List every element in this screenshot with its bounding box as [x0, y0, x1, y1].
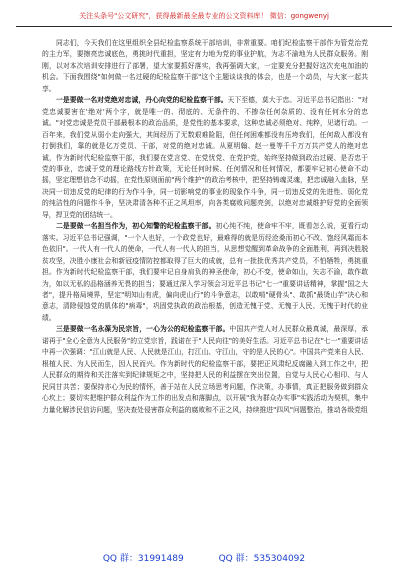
footer-qq-group-1: QQ 群：31991489 — [102, 554, 184, 564]
section-three-paragraph — [42, 324, 368, 416]
section-heading: 三是要做一名永葆为民宗旨，一心为公的纪检监察干部。 — [56, 325, 230, 334]
section-two-paragraph — [42, 221, 368, 324]
paragraph-text: 初心纯不纯，使命牢不牢，既看怎么说，更看行动落实。习近平总书记强调，"一个人也好，一个政党也好，最难得的就是历经沧桑而初心不改、饱经风霜而本色依旧"。一代人有一代人的使命，一代人有一代人的担当，从思想觉醒到革命战争的全面胜利，再到决胜脱贫攻坚，决胜小康社会和新冠疫情防控都取得了巨大的成就，总有一批批优秀共产党员，不怕牺牲，勇挑重担。作为新时代纪检监察干部，我们要牢记自身肩负的神圣使命，初心不变，使命如山，矢志不渝，敢作敢为，如以无私的品格涵养无畏的担当；要通过深入学习领会习近平总书记"七一"重要讲话精神，掌握"国之大者"，提升格局境界，坚定"明知山有虎，偏向虎山行"的斗争意志，以敢啃"硬骨头"、敢抓"最烫山芋"决心和意志，清除侵蚀党的肌体的"病毒"，巩固党执政的政治根基，创造无愧于党、无愧于人民、无愧于时代的业绩。 — [42, 222, 368, 322]
page-header — [16, 10, 392, 27]
intro-paragraph — [42, 38, 368, 95]
paragraph-text: 同志们，今天我们在这里组织全县纪检监察系统干部培训，非常重要。咱们纪检监察干部作为管党治党的主力军，要擦亮忠诚底色，勇挑时代重担，坚定有力地为党的事业护航，为志不渝地为人民群众服务。刚刚，以对本次培训安排进行了部署，望大家要抓好落实，我再强调大家，一定要充分把握好这次充电加油的机会。下面我围绕"如何做一名过硬的纪检监察干部"这个主题谈谈我的体会，也是一个动员，与大家一起共享。 — [42, 39, 368, 93]
paragraph-text: 天下至德，莫大于忠。习近平总书记指出："对党忠诚要害在'绝对'两个字，就是唯一的、彻底的、无条件的、不掺杂任何杂质的、没有任何水分的忠诚。"对党忠诚是党员干部最根本的政治品质，是党性的基本要求，这种忠诚必须绝对、纯粹，见诸行动。一百年来，我们党从弱小走向强大，其间经历了无数艰难险阻，但任何困难都没有压垮我们，任何敌人都没有打倒我们，靠的就是亿万党员、干部，对党的绝对忠诚。从夏明翰、赵一曼等千千万万共产党人的绝对忠诚，作为新时代纪检监察干部，我们要在党言党、在党忧党、在党护党，始终坚持做到政治过硬、是否忠于党的事业，忠诚于党的理论路线方针政策，无论任何时候、任何情况和任何情况，都要牢记初心使命不动摇，坚定理想信念不动摇，在党性原则面前"两个维护"的政治考核中，把坚持铸魂灵魂，把忠诚融入血脉，坚决同一切违反党的纪律的行为作斗争，同一切影响党的事业的现象作斗争，同一切违反党的先进性、弱化党的纯洁性的问题作斗争，坚决肃清各种不正之风坦率，向各类腐败问题亮剑，以绝对忠诚维护好党的全面领导，捍卫党的团结统一。 — [42, 96, 368, 219]
document-body — [42, 38, 368, 518]
header-promo-text: 关注头条号"公文研究"，获得最新最全最专业的公文资料库！ 微信：gongwenyj — [79, 12, 329, 20]
footer-qq-group-2: QQ 群：535304092 — [218, 554, 306, 564]
section-heading: 一是要做一名对党绝对忠诚，丹心向党的纪检监察干部。 — [56, 96, 228, 105]
page-footer — [0, 553, 408, 565]
section-heading: 二是要做一名担当作为，初心知警的纪检监察干部。 — [56, 222, 216, 231]
section-one-paragraph — [42, 95, 368, 221]
paragraph-text: 中国共产党人对人民群众最真诚，最深厚，承诺再于"全心全意为人民服务"的立党宗旨，践诺在于"人民向往"的美好生活。习近平总书记在"七一"重要讲话中再一次强调："江山就是人民、人民就是江山，打江山、守江山，守的是人民的心"。中国共产党来自人民、根植人民、为人民而生，因人民而兴。作为新时代的纪检监察干部，要把正风肃纪反腐融入到工作之中，把人民群众的期待和关注落实到纪律规矩之中，坚持把人民的利益摆在突出位置，自觉与人民心心相印、与人民同甘共苦；要保持亦心为民的情怀，善于站在人民立场思考问题，作决策，办事情，真正把服务做到群众心坎上；要切实把维护群众利益作为工作的出发点和落脚点，以开展"我为群众办实事"实践活动为契机，集中力量化解涉民信访问题，坚决查处侵害群众利益的腐败和不正之风，持续推进"四风"问题整治，推动各级党组 — [42, 325, 368, 414]
